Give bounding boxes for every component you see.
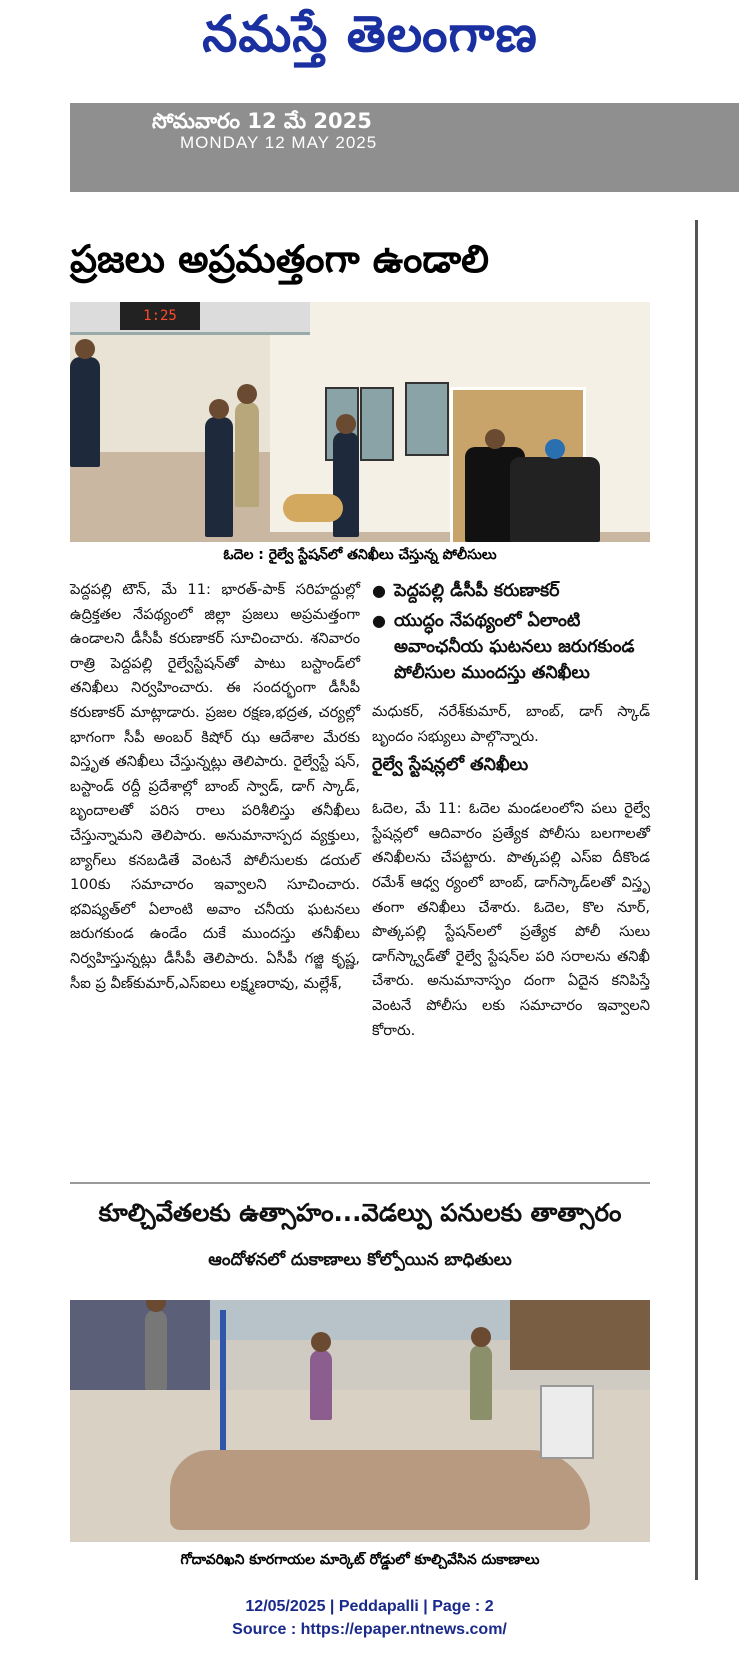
- newspaper-logo: నమస్తే తెలంగాణ: [202, 5, 538, 63]
- footer-source-link[interactable]: Source : https://epaper.ntnews.com/: [232, 1621, 507, 1638]
- photo-pole: [220, 1310, 226, 1450]
- sniffer-dog-figure: [283, 494, 343, 522]
- demolished-shops-photo: [70, 1300, 650, 1542]
- police-officer-figure: [70, 357, 100, 467]
- article2-headline: కూల్చివేతలకు ఉత్సాహం...వెడల్పు పనులకు తాత్సారం: [98, 1198, 622, 1227]
- railway-station-photo: [70, 302, 650, 542]
- dog-handler-figure: [333, 432, 359, 537]
- police-officer-figure: [235, 402, 259, 507]
- photo-caption: ఓదెల : రైల్వే స్టేషన్‌లో తనిఖీలు చేస్తున్న పోలీసులు: [223, 547, 497, 563]
- photo-bin: [540, 1385, 594, 1459]
- pedestrian-figure: [310, 1350, 332, 1420]
- date-telugu: సోమవారం 12 మే 2025: [152, 109, 372, 133]
- article-body-left: పెద్దపల్లి టౌన్‌, మే 11: భారత్‌-పాక్‌ సరిహద్దుల్లో ఉద్రిక్తతల నేపథ్యంలో జిల్లా ప్రజలు అప్రమత్తంగా ఉండాలని డీసీపీ కరుణాకర్‌ సూచించారు. శనివారం రాత్రి పెద్దపల్లి రైల్వేస్టేషన్‌తో పాటు బస్టాండ్‌లో తనిఖీలు నిర్వహించారు. ఈ సందర్భంగా డీసీపీ కరుణాకర్‌ మాట్లాడారు. ప్రజల రక్షణ,భద్రత, చర్యల్లో భాగంగా సీపీ అంబర్‌ కిషోర్‌ ఝ ఆదేశాల మేరకు విస్తృత తనిఖీలు చేస్తున్నట్లు తెలిపారు. రైల్వేస్టే షన్‌, బస్టాండ్‌ రద్దీ ప్రదేశాల్లో బాంబ్‌ స్వాడ్‌, డాగ్‌ స్కాడ్‌, బృందాలతో పరిస రాలు పరిశీలిస్తు తనీఖీలు చేస్తున్నామని తెలిపారు. అనుమానాస్పద వ్యక్తులు, బ్యాగ్‌లు కనబడితే వెంటనే పోలీసులకు డయల్‌ 100కు సమాచారం ఇవ్వాలని సూచించారు. భవిష్యత్‌లో ఏలాంటి అవాం చనీయ ఘటనలు జరుగకుండ ఉండేం దుకే ముందస్తు తనీఖీలు నిర్వహిస్తున్నట్లు డీసీపీ తెలిపారు. ఏసీపీ గజ్జి కృష్ణ, సీఐ ప్ర వీణ్‌కుమార్‌,ఎస్‌ఐలు లక్ష్మణరావు, మల్లేశ్‌,: [70, 581, 360, 992]
- article-divider: [70, 1182, 650, 1184]
- police-officer-figure: [510, 457, 600, 542]
- photo-rubble: [170, 1450, 590, 1530]
- article-subhead: రైల్వే స్టేషన్లలో తనిఖీలు: [372, 755, 529, 776]
- police-officer-figure: [205, 417, 233, 537]
- article-body-right: [372, 578, 650, 1043]
- article-headline: ప్రజలు అప్రమత్తంగా ఉండాలి: [70, 237, 490, 281]
- photo-shop-front: [70, 1300, 210, 1390]
- footer-page-info: 12/05/2025 | Peddapalli | Page : 2: [245, 1598, 494, 1615]
- photo-sky: [210, 1300, 510, 1340]
- pedestrian-figure: [470, 1345, 492, 1420]
- pedestrian-figure: [145, 1310, 167, 1390]
- date-english: MONDAY 12 MAY 2025: [180, 133, 378, 152]
- photo-window: [405, 382, 449, 456]
- masthead: [0, 0, 739, 103]
- highlight-bullet: ● యుద్ధం నేపథ్యంలో ఏలాంటి అవాంఛనీయ ఘటనలు జరుగకుండ పోలీసుల ముందస్తు తనిఖీలు: [372, 608, 650, 686]
- photo-window: [360, 387, 394, 461]
- page-border-rule: [695, 220, 698, 1580]
- photo-led-display: 1:25: [120, 302, 200, 330]
- article2-subhead: ఆందోళనలో దుకాణాలు కోల్పోయిన బాధితులు: [208, 1250, 512, 1270]
- article-body-continuation: మధుకర్‌, నరేశ్‌కుమార్‌, బాంబ్‌, డాగ్‌ స్కాడ్‌ బృందం సభ్యులు పాల్గొన్నారు.: [372, 703, 650, 745]
- photo-caption-2: గోదావరిఖని కూరగాయల మార్కెట్‌ రోడ్డులో కూల్చివేసిన దుకాణాలు: [180, 1552, 540, 1568]
- date-band: [70, 103, 739, 192]
- article-body-sub: ఓదెల, మే 11: ఓదెల మండలంలోని పలు రైల్వే స్టేషన్లలో ఆదివారం ప్రత్యేక పోలీసు బలగాలతో తనిఖీలను చేపట్టారు. పొత్కపల్లి ఎస్‌ఐ దీకొండ రమేశ్‌ ఆధ్వ ర్యంలో బాంబ్‌, డాగ్‌స్కాడ్‌లతో విస్తృ తంగా తనిఖీలు చేశారు. ఓదెల, కొల నూర్‌, పొత్కపల్లి స్టేషన్‌లలో ప్రత్యేక పోలీ సులు డాగ్‌స్క్వాడ్‌తో రైల్వే స్టేషన్‌ల పరి సరాలను తనిఖీ చేశారు. అనుమానాస్పం దంగా ఏదైన కనిపిస్తే వెంటనే పోలీసు లకు సమాచారం ఇవ్వాలని కోరారు.: [372, 800, 650, 1039]
- highlight-bullet: ● పెద్దపల్లి డీసీపీ కరుణాకర్‌: [372, 578, 650, 604]
- photo-shop-front: [510, 1300, 650, 1370]
